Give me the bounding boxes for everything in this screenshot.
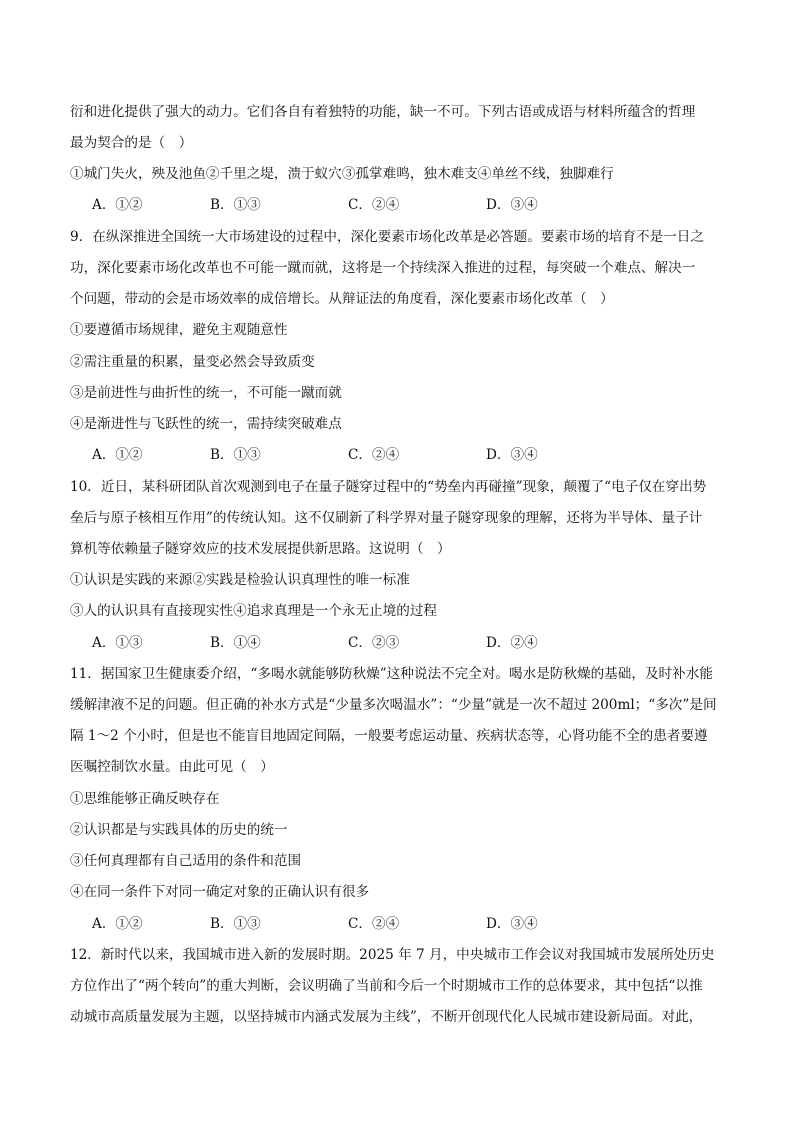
q8-option-b[interactable]: B．①③ <box>210 197 261 213</box>
q10-item-1: ①认识是实践的来源②实践是检验认识真理性的唯一标准 <box>70 572 410 588</box>
q11-stem-line-3: 隔 1～2 个小时，但是也不能盲目地固定间隔，一般要考虑运动量、疾病状态等，心肾功能不全的患者要遵 <box>70 728 708 744</box>
q8-option-a[interactable]: A．①② <box>92 197 143 213</box>
q9-item-3: ③是前进性与曲折性的统一，不可能一蹴而就 <box>70 385 342 401</box>
q10-option-b[interactable]: B．①④ <box>210 635 261 651</box>
q9-option-c[interactable]: C．②④ <box>348 447 400 463</box>
q11-options <box>92 914 752 934</box>
q11-stem-line-1: 11．据国家卫生健康委介绍，“多喝水就能够防秋燥”这种说法不完全对。喝水是防秋燥的基础，及时补水能 <box>70 666 713 682</box>
q10-stem-line-1: 10．近日，某科研团队首次观测到电子在量子隧穿过程中的“势垒内再碰撞”现象，颠覆了“电子仅在穿出势 <box>70 479 707 495</box>
q8-option-d[interactable]: D．③④ <box>486 197 538 213</box>
q12-stem-line-1: 12．新时代以来，我国城市进入新的发展时期。2025 年 7 月，中央城市工作会议对我国城市发展所处历史 <box>70 947 715 963</box>
q9-stem-line-3: 个问题，带动的会是市场效率的成倍增长。从辩证法的角度看，深化要素市场化改革（ ） <box>70 291 614 307</box>
q8-option-c[interactable]: C．②④ <box>348 197 400 213</box>
q9-item-4: ④是渐进性与飞跃性的统一，需持续突破难点 <box>70 416 342 432</box>
q11-stem-line-4: 医嘱控制饮水量。由此可见（ ） <box>70 759 274 775</box>
q9-options <box>92 445 752 465</box>
q10-option-d[interactable]: D．②④ <box>486 635 538 651</box>
q9-option-d[interactable]: D．③④ <box>486 447 538 463</box>
q8-stem-line-1: 衍和进化提供了强大的动力。它们各自有着独特的功能，缺一不可。下列古语或成语与材料所蕴含的哲理 <box>70 104 696 120</box>
q11-item-2: ②认识都是与实践具体的历史的统一 <box>70 822 288 838</box>
q9-option-b[interactable]: B．①③ <box>210 447 261 463</box>
q10-stem-line-2: 垒后与原子核相互作用”的传统认知。这不仅刷新了科学界对量子隧穿现象的理解，还将为半导体、量子计 <box>70 510 703 526</box>
q9-stem-line-2: 功，深化要素市场化改革也不可能一蹴而就，这将是一个持续深入推进的过程，每突破一个难点、解决一 <box>70 260 696 276</box>
q11-option-d[interactable]: D．③④ <box>486 916 538 932</box>
q11-item-1: ①思维能够正确反映存在 <box>70 791 220 807</box>
q9-item-2: ②需注重量的积累，量变必然会导致质变 <box>70 354 315 370</box>
q11-stem-line-2: 缓解津液不足的问题。但正确的补水方式是“少量多次喝温水”：“少量”就是一次不超过 200ml；“多次”是间 <box>70 697 717 713</box>
q10-options <box>92 633 752 653</box>
q12-stem-line-2: 方位作出了“两个转向”的重大判断，会议明确了当前和今后一个时期城市工作的总体要求，其中包括“以推 <box>70 978 703 994</box>
q11-option-c[interactable]: C．②④ <box>348 916 400 932</box>
q11-item-4: ④在同一条件下对同一确定对象的正确认识有很多 <box>70 884 370 900</box>
q11-option-b[interactable]: B．①③ <box>210 916 261 932</box>
q8-items: ①城门失火，殃及池鱼②千里之堤，溃于蚁穴③孤掌难鸣，独木难支④单丝不线，独脚难行 <box>70 166 614 182</box>
q9-item-1: ①要遵循市场规律，避免主观随意性 <box>70 322 288 338</box>
q12-stem-line-3: 动城市高质量发展为主题，以坚持城市内涵式发展为主线”，不断开创现代化人民城市建设新局面。对此， <box>70 1009 703 1025</box>
q8-options <box>92 195 752 215</box>
q9-stem-line-1: 9．在纵深推进全国统一大市场建设的过程中，深化要素市场化改革是必答题。要素市场的培育不是一日之 <box>70 229 704 245</box>
q11-item-3: ③任何真理都有自己适用的条件和范围 <box>70 853 302 869</box>
q10-option-c[interactable]: C．②③ <box>348 635 400 651</box>
q10-stem-line-3: 算机等依赖量子隧穿效应的技术发展提供新思路。这说明（ ） <box>70 541 451 557</box>
q10-option-a[interactable]: A．①③ <box>92 635 143 651</box>
q8-stem-line-2: 最为契合的是（ ） <box>70 135 193 151</box>
q10-item-2: ③人的认识具有直接现实性④追求真理是一个永无止境的过程 <box>70 603 438 619</box>
q11-option-a[interactable]: A．①② <box>92 916 143 932</box>
q9-option-a[interactable]: A．①② <box>92 447 143 463</box>
